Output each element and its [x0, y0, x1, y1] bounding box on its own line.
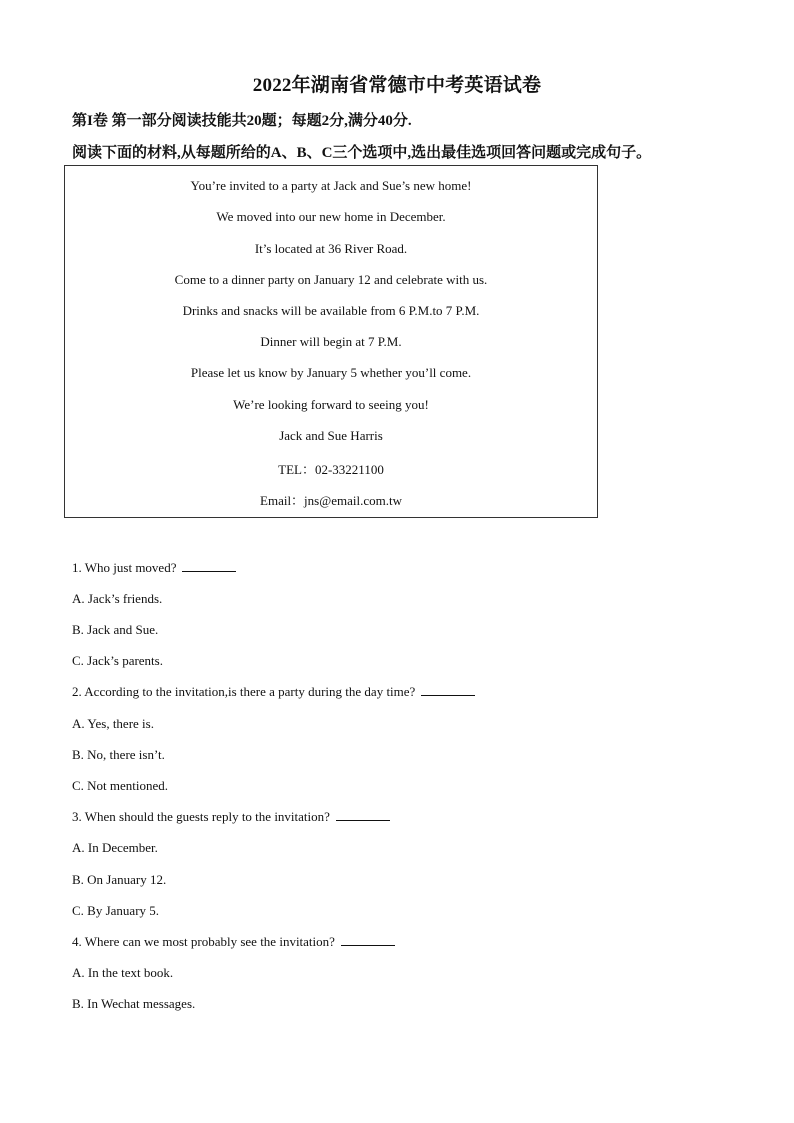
- question-stem: 3. When should the guests reply to the invitation?: [72, 809, 330, 824]
- option-3c: C. By January 5.: [72, 903, 160, 918]
- section-header: 第I卷 第一部分阅读技能共20题；每题2分,满分40分.: [72, 113, 412, 129]
- invitation-line: You’re invited to a party at Jack and Sue’s new home!: [190, 178, 472, 193]
- question-2: [72, 684, 475, 700]
- option-2b: B. No, there isn’t.: [72, 747, 165, 762]
- invitation-phone: TEL：02-33221100: [278, 462, 384, 477]
- invitation-email: Email：jns@email.com.tw: [260, 493, 402, 508]
- invitation-line: It’s located at 36 River Road.: [254, 241, 408, 256]
- question-1: [72, 560, 236, 576]
- option-2c: C. Not mentioned.: [72, 778, 169, 793]
- option-2a: A. Yes, there is.: [72, 716, 154, 731]
- question-stem: 1. Who just moved?: [72, 560, 177, 575]
- answer-blank[interactable]: [336, 809, 390, 821]
- option-1a: A. Jack’s friends.: [72, 591, 163, 606]
- instructions: 阅读下面的材料,从每题所给的A、B、C三个选项中,选出最佳选项回答问题或完成句子。: [72, 145, 652, 161]
- question-4: [72, 934, 395, 950]
- invitation-box: [64, 165, 598, 518]
- invitation-line: Dinner will begin at 7 P.M.: [260, 334, 402, 349]
- invitation-line: Drinks and snacks will be available from 6 P.M.to 7 P.M.: [182, 303, 480, 318]
- option-3a: A. In December.: [72, 840, 158, 855]
- question-3: [72, 809, 390, 825]
- option-3b: B. On January 12.: [72, 872, 167, 887]
- question-stem: 4. Where can we most probably see the invitation?: [72, 934, 335, 949]
- answer-blank[interactable]: [421, 684, 475, 696]
- option-4b: B. In Wechat messages.: [72, 996, 196, 1011]
- invitation-line: We’re looking forward to seeing you!: [233, 397, 429, 412]
- answer-blank[interactable]: [182, 560, 236, 572]
- answer-blank[interactable]: [341, 934, 395, 946]
- option-1b: B. Jack and Sue.: [72, 622, 159, 637]
- invitation-line: We moved into our new home in December.: [216, 209, 446, 224]
- exam-title: 2022年湖南省常德市中考英语试卷: [252, 75, 542, 96]
- invitation-line: Come to a dinner party on January 12 and celebrate with us.: [174, 272, 488, 287]
- option-4a: A. In the text book.: [72, 965, 174, 980]
- invitation-signature: Jack and Sue Harris: [279, 428, 383, 443]
- invitation-line: Please let us know by January 5 whether you’ll come.: [190, 365, 472, 380]
- question-stem: 2. According to the invitation,is there a party during the day time?: [72, 684, 416, 699]
- option-1c: C. Jack’s parents.: [72, 653, 163, 668]
